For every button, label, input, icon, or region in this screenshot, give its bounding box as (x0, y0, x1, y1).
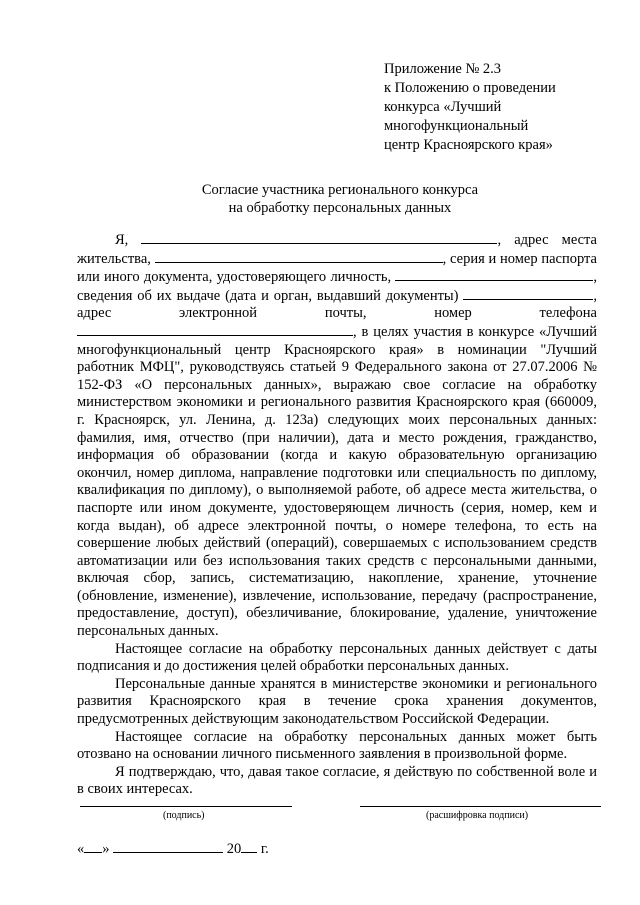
date-open-quote: « (77, 841, 85, 857)
title-line: на обработку персональных данных (228, 200, 452, 216)
consent-text: , адрес электронной почты, номер телефона (77, 287, 598, 322)
consent-paragraph-validity: Настоящее согласие на обработку персональных данных действует с даты подписания и до достижения целей обработки персональных данных. (77, 640, 597, 675)
signature-transcript-line (360, 806, 601, 807)
year-prefix: 20 (226, 841, 242, 857)
date-close-quote: » (102, 841, 110, 857)
issuer-blank (463, 287, 593, 300)
signature-label: (подпись) (163, 810, 205, 821)
consent-text: Я, (115, 232, 129, 248)
phone-blank (77, 323, 353, 336)
full-name-blank (141, 231, 497, 244)
consent-text: , в целях участия в конкурсе «Лучший многофункциональный центр Красноярского края» в номинации "Лучший работник МФЦ", руководствуясь статьей 9 Федерального закона от 27.07.2006 № 152-ФЗ «О персональных данных», выражаю свое согласие на обработку министерством экономики и регионального развития Красноярского края (660009, г. Красноярск, ул. Ленина, д. 123а) следующих моих персональных данных: фамилия, имя, отчество (при наличии), дата и место рождения, гражданство, информация об образовании (когда и какую образовательную организацию окончил, номер диплома, направление подготовки или специальность по диплому, квалификация по диплому), о выполняемой работе, об адресе места жительства, о паспорте или ином документе, удостоверяющем личность (серия, номер, кем и когда выдан), об адресе электронной почты, о номере телефона, то есть на совершение любых действий (операций), совершаемых с использованием средств автоматизации или без использования таких средств с персональными данными, включая сбор, запись, систематизацию, накопление, хранение, уточнение (обновление, изменение), извлечение, использование, передачу (распространение, предоставление, доступ), обезличивание, блокирование, удаление, уничтожение персональных данных. (77, 323, 597, 640)
annex-line: конкурса «Лучший (384, 99, 502, 115)
signature-line (80, 806, 292, 807)
annex-line: центр Красноярского края» (384, 137, 553, 153)
consent-paragraph-main (77, 231, 597, 641)
address-blank (155, 250, 443, 263)
consent-text: , адрес места жительства, (77, 232, 597, 267)
signature-transcript-label: (расшифровка подписи) (426, 810, 529, 821)
year-blank (241, 840, 257, 853)
passport-details-blank (395, 268, 593, 281)
consent-body (77, 231, 597, 799)
annex-line: многофункциональный (384, 118, 529, 134)
annex-line: Приложение № 2.3 (384, 61, 502, 77)
annex-header (384, 60, 604, 155)
consent-text: , сведения об их выдаче (дата и орган, выдавший документы) (77, 269, 597, 304)
title-line: Согласие участника регионального конкурса (201, 182, 479, 198)
date-field (77, 840, 269, 858)
consent-paragraph-confirmation: Я подтверждаю, что, давая такое согласие, я действую по собственной воле и в своих интересах. (77, 763, 597, 798)
annex-line: к Положению о проведении (384, 80, 556, 96)
consent-text: , серия и номер паспорта или иного документа, удостоверяющего личность, (77, 250, 597, 286)
year-suffix: г. (260, 841, 269, 857)
month-blank (113, 840, 223, 853)
day-blank (84, 840, 102, 853)
consent-paragraph-revocation: Настоящее согласие на обработку персональных данных может быть отозвано на основании личного письменного заявления в произвольной форме. (77, 728, 597, 763)
document-title (80, 181, 600, 217)
consent-paragraph-storage: Персональные данные хранятся в министерстве экономики и регионального развития Красноярского края в течение срока хранения документов, предусмотренных действующим законодательством Российской Федерации. (77, 675, 597, 728)
